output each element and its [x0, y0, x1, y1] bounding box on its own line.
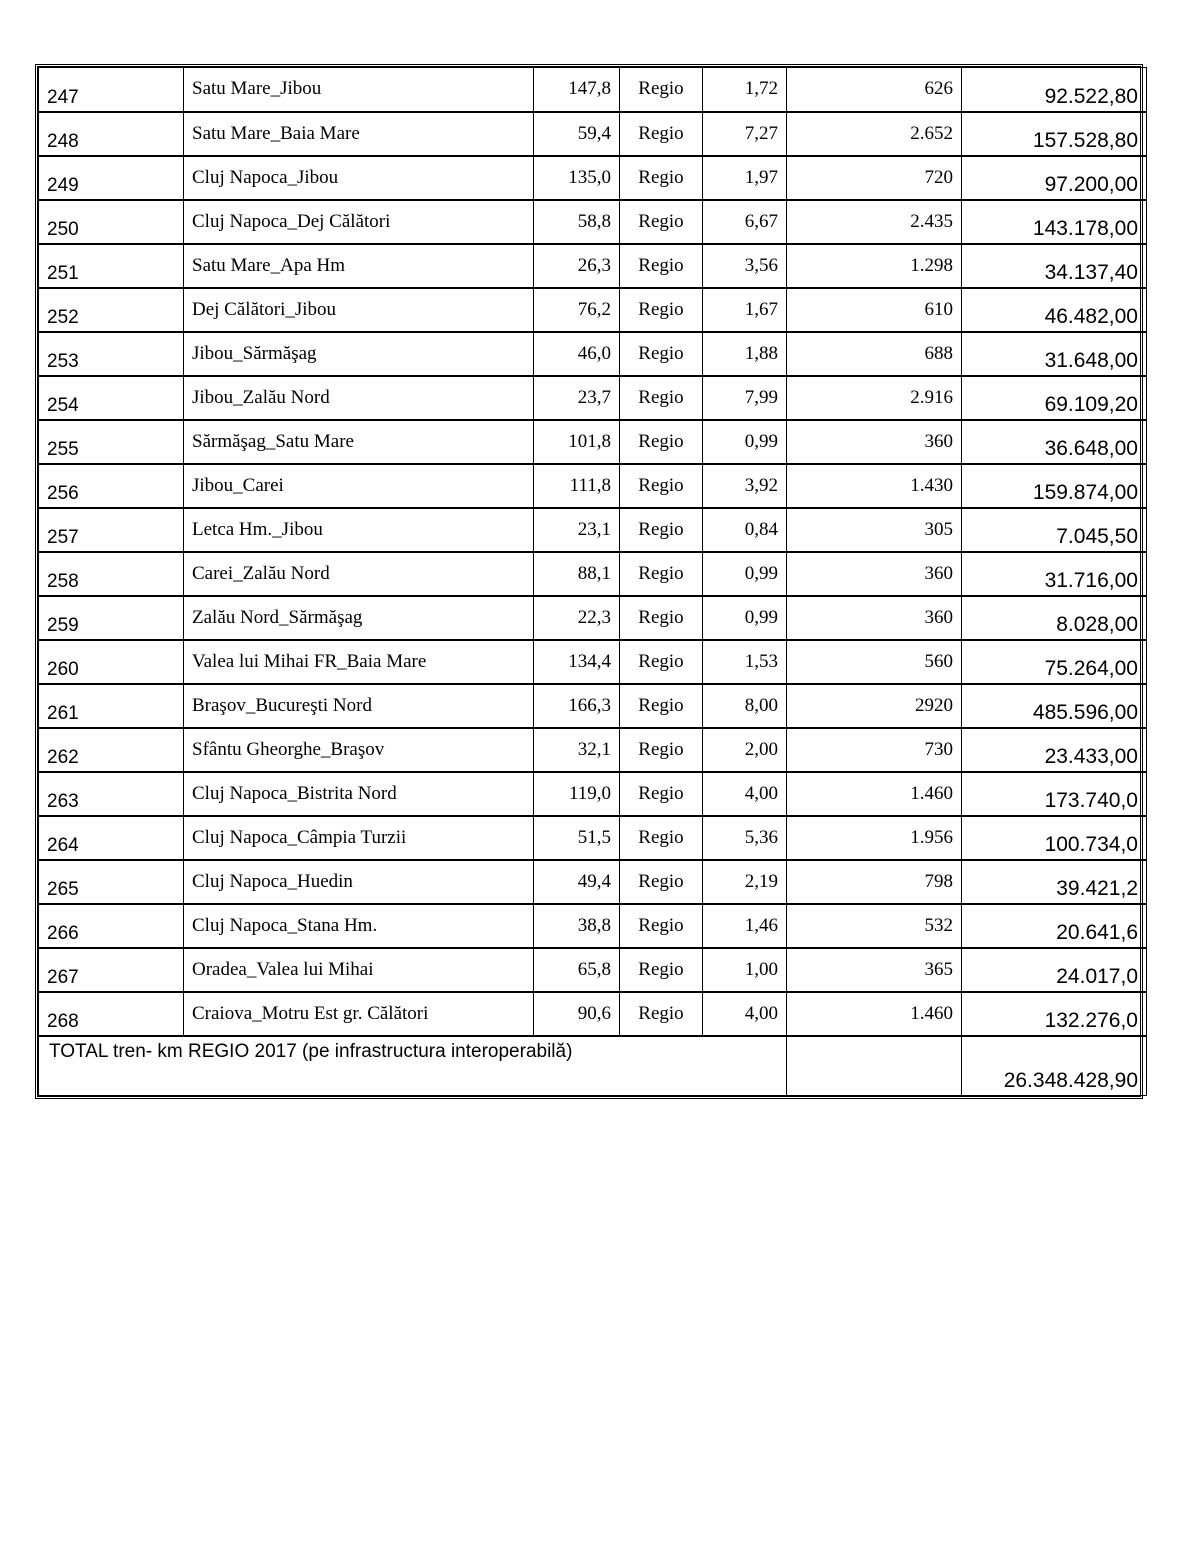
total-middle-cell	[787, 1036, 962, 1096]
distance-km-cell: 23,7	[534, 376, 620, 420]
train-category-cell: Regio	[620, 288, 703, 332]
train-category-cell: Regio	[620, 684, 703, 728]
route-name-cell: Dej Călători_Jibou	[184, 288, 534, 332]
distance-km-cell: 88,1	[534, 552, 620, 596]
distance-km-cell: 46,0	[534, 332, 620, 376]
train-category-cell: Regio	[620, 904, 703, 948]
route-name-cell: Zalău Nord_Sărmăşag	[184, 596, 534, 640]
table-row	[39, 772, 1147, 816]
train-km-total-cell: 34.137,40	[962, 244, 1147, 288]
route-name-cell: Sfântu Gheorghe_Braşov	[184, 728, 534, 772]
daily-frequency-cell: 1,53	[703, 640, 787, 684]
daily-frequency-cell: 1,88	[703, 332, 787, 376]
table-row	[39, 332, 1147, 376]
train-category-cell: Regio	[620, 728, 703, 772]
daily-frequency-cell: 6,67	[703, 200, 787, 244]
distance-km-cell: 76,2	[534, 288, 620, 332]
trains-per-year-cell: 688	[787, 332, 962, 376]
daily-frequency-cell: 7,27	[703, 112, 787, 156]
train-category-cell: Regio	[620, 68, 703, 112]
daily-frequency-cell: 0,99	[703, 552, 787, 596]
trains-per-year-cell: 2.652	[787, 112, 962, 156]
train-km-total-cell: 24.017,0	[962, 948, 1147, 992]
train-km-total-cell: 8.028,00	[962, 596, 1147, 640]
table-row	[39, 904, 1147, 948]
row-number-cell: 260	[39, 640, 184, 684]
train-km-total-cell: 39.421,2	[962, 860, 1147, 904]
route-name-cell: Satu Mare_Apa Hm	[184, 244, 534, 288]
trains-per-year-cell: 720	[787, 156, 962, 200]
distance-km-cell: 49,4	[534, 860, 620, 904]
trains-per-year-cell: 1.460	[787, 992, 962, 1036]
daily-frequency-cell: 8,00	[703, 684, 787, 728]
train-km-total-cell: 92.522,80	[962, 68, 1147, 112]
daily-frequency-cell: 1,46	[703, 904, 787, 948]
trains-per-year-cell: 2920	[787, 684, 962, 728]
row-number-cell: 254	[39, 376, 184, 420]
daily-frequency-cell: 1,67	[703, 288, 787, 332]
distance-km-cell: 32,1	[534, 728, 620, 772]
table-row	[39, 860, 1147, 904]
row-number-cell: 248	[39, 112, 184, 156]
train-km-total-cell: 31.716,00	[962, 552, 1147, 596]
train-category-cell: Regio	[620, 420, 703, 464]
row-number-cell: 261	[39, 684, 184, 728]
train-km-total-cell: 75.264,00	[962, 640, 1147, 684]
row-number-cell: 265	[39, 860, 184, 904]
distance-km-cell: 22,3	[534, 596, 620, 640]
table-row	[39, 508, 1147, 552]
row-number-cell: 249	[39, 156, 184, 200]
row-number-cell: 250	[39, 200, 184, 244]
distance-km-cell: 101,8	[534, 420, 620, 464]
route-name-cell: Satu Mare_Jibou	[184, 68, 534, 112]
daily-frequency-cell: 0,99	[703, 420, 787, 464]
table-row	[39, 464, 1147, 508]
train-category-cell: Regio	[620, 200, 703, 244]
trains-per-year-cell: 305	[787, 508, 962, 552]
table-row	[39, 244, 1147, 288]
train-km-total-cell: 69.109,20	[962, 376, 1147, 420]
daily-frequency-cell: 0,99	[703, 596, 787, 640]
train-km-total-cell: 97.200,00	[962, 156, 1147, 200]
row-number-cell: 256	[39, 464, 184, 508]
route-name-cell: Letca Hm._Jibou	[184, 508, 534, 552]
trains-per-year-cell: 1.956	[787, 816, 962, 860]
train-km-table	[38, 67, 1147, 1096]
table-row	[39, 948, 1147, 992]
row-number-cell: 266	[39, 904, 184, 948]
train-km-total-cell: 173.740,0	[962, 772, 1147, 816]
train-category-cell: Regio	[620, 156, 703, 200]
distance-km-cell: 119,0	[534, 772, 620, 816]
table-row	[39, 992, 1147, 1036]
trains-per-year-cell: 730	[787, 728, 962, 772]
daily-frequency-cell: 5,36	[703, 816, 787, 860]
trains-per-year-cell: 532	[787, 904, 962, 948]
train-km-total-cell: 23.433,00	[962, 728, 1147, 772]
row-number-cell: 247	[39, 68, 184, 112]
train-category-cell: Regio	[620, 816, 703, 860]
row-number-cell: 255	[39, 420, 184, 464]
train-category-cell: Regio	[620, 376, 703, 420]
distance-km-cell: 26,3	[534, 244, 620, 288]
distance-km-cell: 59,4	[534, 112, 620, 156]
daily-frequency-cell: 3,56	[703, 244, 787, 288]
daily-frequency-cell: 4,00	[703, 772, 787, 816]
trains-per-year-cell: 360	[787, 596, 962, 640]
table-row	[39, 200, 1147, 244]
train-km-table-frame	[35, 64, 1143, 1099]
total-label: TOTAL tren- km REGIO 2017 (pe infrastructura interoperabilă)	[39, 1036, 787, 1096]
train-km-total-cell: 20.641,6	[962, 904, 1147, 948]
distance-km-cell: 166,3	[534, 684, 620, 728]
daily-frequency-cell: 2,19	[703, 860, 787, 904]
train-km-total-cell: 31.648,00	[962, 332, 1147, 376]
trains-per-year-cell: 1.298	[787, 244, 962, 288]
trains-per-year-cell: 560	[787, 640, 962, 684]
daily-frequency-cell: 7,99	[703, 376, 787, 420]
route-name-cell: Oradea_Valea lui Mihai	[184, 948, 534, 992]
route-name-cell: Cluj Napoca_Jibou	[184, 156, 534, 200]
route-name-cell: Jibou_Carei	[184, 464, 534, 508]
row-number-cell: 253	[39, 332, 184, 376]
route-name-cell: Carei_Zalău Nord	[184, 552, 534, 596]
row-number-cell: 262	[39, 728, 184, 772]
row-number-cell: 258	[39, 552, 184, 596]
table-row	[39, 640, 1147, 684]
table-row	[39, 816, 1147, 860]
table-row	[39, 596, 1147, 640]
row-number-cell: 267	[39, 948, 184, 992]
total-row	[39, 1036, 1147, 1096]
table-row	[39, 376, 1147, 420]
distance-km-cell: 134,4	[534, 640, 620, 684]
train-category-cell: Regio	[620, 552, 703, 596]
table-row	[39, 420, 1147, 464]
trains-per-year-cell: 2.435	[787, 200, 962, 244]
train-category-cell: Regio	[620, 992, 703, 1036]
distance-km-cell: 23,1	[534, 508, 620, 552]
trains-per-year-cell: 2.916	[787, 376, 962, 420]
route-name-cell: Cluj Napoca_Stana Hm.	[184, 904, 534, 948]
route-name-cell: Cluj Napoca_Bistrita Nord	[184, 772, 534, 816]
route-name-cell: Craiova_Motru Est gr. Călători	[184, 992, 534, 1036]
row-number-cell: 268	[39, 992, 184, 1036]
route-name-cell: Satu Mare_Baia Mare	[184, 112, 534, 156]
table-row	[39, 552, 1147, 596]
train-km-total-cell: 157.528,80	[962, 112, 1147, 156]
trains-per-year-cell: 1.460	[787, 772, 962, 816]
row-number-cell: 251	[39, 244, 184, 288]
train-km-total-cell: 36.648,00	[962, 420, 1147, 464]
train-category-cell: Regio	[620, 508, 703, 552]
route-name-cell: Cluj Napoca_Huedin	[184, 860, 534, 904]
table-row	[39, 112, 1147, 156]
daily-frequency-cell: 0,84	[703, 508, 787, 552]
train-category-cell: Regio	[620, 596, 703, 640]
daily-frequency-cell: 1,00	[703, 948, 787, 992]
route-name-cell: Sărmăşag_Satu Mare	[184, 420, 534, 464]
train-category-cell: Regio	[620, 948, 703, 992]
train-category-cell: Regio	[620, 332, 703, 376]
route-name-cell: Cluj Napoca_Dej Călători	[184, 200, 534, 244]
distance-km-cell: 51,5	[534, 816, 620, 860]
train-km-total-cell: 485.596,00	[962, 684, 1147, 728]
row-number-cell: 264	[39, 816, 184, 860]
trains-per-year-cell: 798	[787, 860, 962, 904]
distance-km-cell: 111,8	[534, 464, 620, 508]
row-number-cell: 259	[39, 596, 184, 640]
route-name-cell: Jibou_Zalău Nord	[184, 376, 534, 420]
route-name-cell: Jibou_Sărmăşag	[184, 332, 534, 376]
table-body	[39, 68, 1147, 1036]
table-row	[39, 68, 1147, 112]
row-number-cell: 263	[39, 772, 184, 816]
trains-per-year-cell: 360	[787, 420, 962, 464]
train-km-total-cell: 100.734,0	[962, 816, 1147, 860]
route-name-cell: Braşov_Bucureşti Nord	[184, 684, 534, 728]
row-number-cell: 257	[39, 508, 184, 552]
trains-per-year-cell: 1.430	[787, 464, 962, 508]
train-km-total-cell: 46.482,00	[962, 288, 1147, 332]
table-row	[39, 156, 1147, 200]
distance-km-cell: 38,8	[534, 904, 620, 948]
daily-frequency-cell: 3,92	[703, 464, 787, 508]
train-category-cell: Regio	[620, 640, 703, 684]
trains-per-year-cell: 365	[787, 948, 962, 992]
route-name-cell: Cluj Napoca_Câmpia Turzii	[184, 816, 534, 860]
daily-frequency-cell: 4,00	[703, 992, 787, 1036]
table-row	[39, 684, 1147, 728]
daily-frequency-cell: 1,97	[703, 156, 787, 200]
train-km-total-cell: 7.045,50	[962, 508, 1147, 552]
trains-per-year-cell: 626	[787, 68, 962, 112]
total-value: 26.348.428,90	[962, 1036, 1147, 1096]
train-category-cell: Regio	[620, 244, 703, 288]
train-km-total-cell: 143.178,00	[962, 200, 1147, 244]
distance-km-cell: 65,8	[534, 948, 620, 992]
distance-km-cell: 147,8	[534, 68, 620, 112]
train-category-cell: Regio	[620, 464, 703, 508]
daily-frequency-cell: 2,00	[703, 728, 787, 772]
train-km-total-cell: 159.874,00	[962, 464, 1147, 508]
distance-km-cell: 90,6	[534, 992, 620, 1036]
route-name-cell: Valea lui Mihai FR_Baia Mare	[184, 640, 534, 684]
train-km-total-cell: 132.276,0	[962, 992, 1147, 1036]
train-category-cell: Regio	[620, 860, 703, 904]
train-category-cell: Regio	[620, 112, 703, 156]
table-row	[39, 728, 1147, 772]
table-row	[39, 288, 1147, 332]
distance-km-cell: 58,8	[534, 200, 620, 244]
daily-frequency-cell: 1,72	[703, 68, 787, 112]
row-number-cell: 252	[39, 288, 184, 332]
distance-km-cell: 135,0	[534, 156, 620, 200]
trains-per-year-cell: 360	[787, 552, 962, 596]
trains-per-year-cell: 610	[787, 288, 962, 332]
train-category-cell: Regio	[620, 772, 703, 816]
